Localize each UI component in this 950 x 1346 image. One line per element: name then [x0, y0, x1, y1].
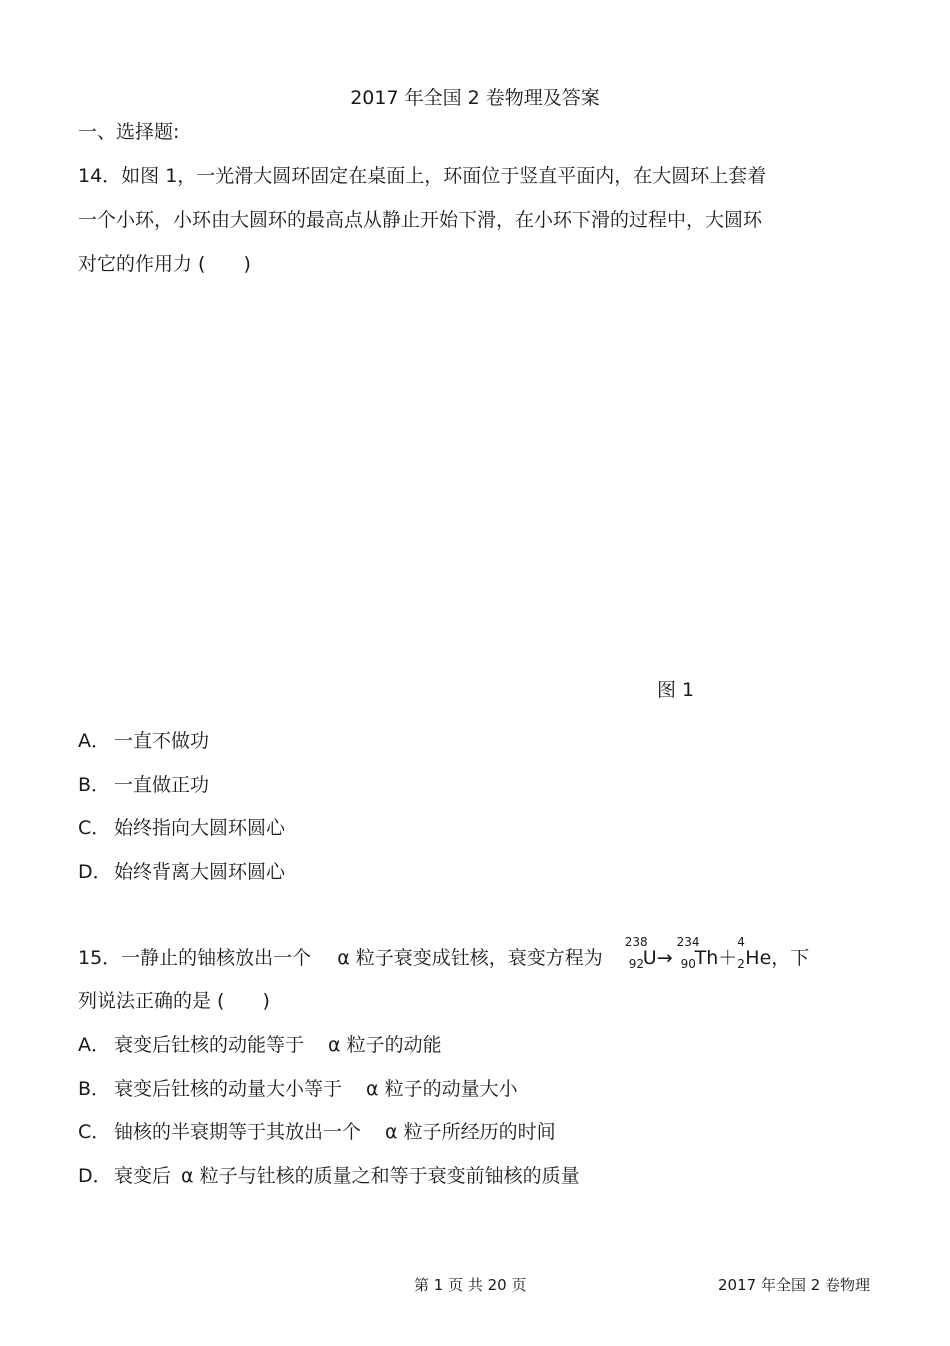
option-letter: C． [78, 817, 111, 839]
option-text: 始终背离大圆环圆心 [114, 861, 286, 883]
thorium-symbol: Th [694, 947, 719, 969]
q15-stem-line-2: 列说法正确的是 ( ) [78, 990, 270, 1012]
uranium-symbol: U [642, 947, 657, 969]
q15-option-c [78, 1120, 556, 1144]
q15-prefix: 15．一静止的铀核放出一个 [78, 947, 312, 969]
thorium-mass-number: 234 [676, 935, 700, 949]
option-text: 一直做正功 [114, 774, 210, 796]
q15-option-a [78, 1033, 442, 1057]
uranium-nuclide [624, 935, 657, 971]
helium-nuclide [737, 935, 772, 971]
q14-option-d [78, 860, 285, 884]
q14-option-c [78, 816, 285, 840]
option-letter: D． [78, 861, 112, 883]
option-text: α 粒子所经历的时间 [385, 1121, 556, 1143]
uranium-atomic-number: 92 [628, 957, 645, 971]
uranium-mass-number: 238 [624, 935, 648, 949]
option-letter: B． [78, 1078, 111, 1100]
q15-option-b [78, 1077, 518, 1101]
thorium-nuclide [676, 935, 719, 971]
option-text: α 粒子的动能 [328, 1034, 442, 1056]
q14-stem-line-2: 一个小环，小环由大圆环的最高点从静止开始下滑，在小环下滑的过程中，大圆环 [78, 209, 763, 231]
q15-alpha-text: α 粒子衰变成钍核，衰变方程为 [337, 947, 603, 969]
q15-line-tail: ，下 [771, 947, 810, 969]
figure-caption: 图 1 [657, 679, 695, 701]
option-letter: D． [78, 1165, 112, 1187]
option-letter: A． [78, 1034, 110, 1056]
q15-stem-line-1 [78, 935, 810, 971]
helium-symbol: He [745, 947, 772, 969]
footer-doc-title: 2017 年全国 2 卷物理 [718, 1276, 871, 1294]
q14-stem-line-1: 14．如图 1，一光滑大圆环固定在桌面上，环面位于竖直平面内，在大圆环上套着 [78, 165, 767, 187]
section-heading: 一、选择题: [78, 121, 180, 143]
option-text: α 粒子的动量大小 [366, 1078, 518, 1100]
option-text: 衰变后钍核的动量大小等于 [114, 1078, 343, 1100]
option-text: 衰变后 [114, 1165, 172, 1187]
option-letter: B． [78, 774, 111, 796]
option-text: 一直不做功 [114, 730, 210, 752]
document-title: 2017 年全国 2 卷物理及答案 [350, 87, 600, 109]
q14-option-a [78, 729, 209, 753]
option-text: 始终指向大圆环圆心 [114, 817, 286, 839]
option-text: 铀核的半衰期等于其放出一个 [114, 1121, 362, 1143]
option-letter: A． [78, 730, 110, 752]
q14-option-b [78, 773, 209, 797]
option-text: 衰变后钍核的动能等于 [114, 1034, 305, 1056]
option-letter: C． [78, 1121, 111, 1143]
helium-atomic-number: 2 [737, 957, 745, 971]
plus-sign: ＋ [718, 947, 738, 969]
page-number: 第 1 页 共 20 页 [414, 1276, 527, 1294]
q15-option-d [78, 1164, 580, 1188]
option-text: α 粒子与钍核的质量之和等于衰变前铀核的质量 [181, 1165, 580, 1187]
helium-mass-number: 4 [737, 935, 745, 949]
reaction-arrow: → [656, 947, 673, 969]
thorium-atomic-number: 90 [680, 957, 696, 971]
q14-stem-line-3: 对它的作用力 ( ) [78, 253, 251, 275]
